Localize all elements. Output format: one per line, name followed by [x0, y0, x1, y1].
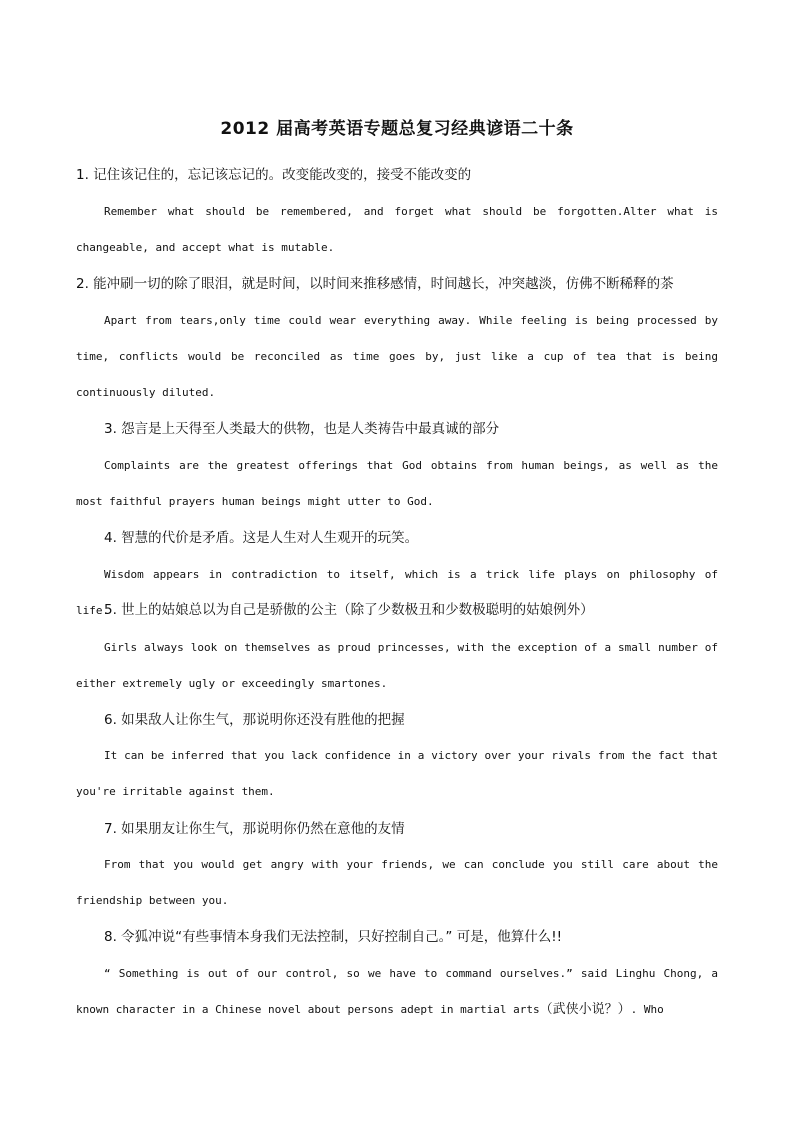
proverb-4-chinese: 4. 智慧的代价是矛盾。这是人生对人生观开的玩笑。	[104, 530, 419, 546]
proverb-2-chinese: 2. 能冲刷一切的除了眼泪，就是时间，以时间来推移感情，时间越长，冲突越淡，仿佛不断稀释的茶	[76, 276, 674, 292]
proverb-7-chinese: 7. 如果朋友让你生气，那说明你仍然在意他的友情	[104, 821, 405, 837]
proverb-1-chinese: 1. 记住该记住的，忘记该忘记的。改变能改变的，接受不能改变的	[76, 167, 472, 183]
proverb-6-english: It can be inferred that you lack confidence in a victory over your rivals from the fact that you're irritable against them.	[76, 749, 718, 798]
proverb-8-english-chinese-note: （武侠小说？）	[539, 1002, 631, 1017]
proverb-3-chinese: 3. 怨言是上天得至人类最大的供物，也是人类祷告中最真诚的部分	[104, 421, 500, 437]
proverb-3-english: Complaints are the greatest offerings that God obtains from human beings, as well as the most faithful prayers human beings might utter to God.	[76, 459, 718, 508]
proverb-8-chinese: 8. 令狐冲说“有些事情本身我们无法控制，只好控制自己。” 可是，他算什么!!	[104, 929, 563, 945]
proverb-8-english	[76, 956, 718, 1028]
proverb-8-english-text: “ Something is out of our control, so we have to command ourselves.” said Linghu Chong, a known character in a Chinese novel about persons adept in martial arts	[76, 967, 718, 1016]
proverb-7-english: From that you would get angry with your friends, we can conclude you still care about the friendship between you.	[76, 858, 718, 907]
proverb-2-english: Apart from tears,only time could wear everything away. While feeling is being processed by time, conflicts would be reconciled as time goes by, just like a cup of tea that is being continuously diluted.	[76, 314, 718, 399]
proverb-6-chinese: 6. 如果敌人让你生气，那说明你还没有胜他的把握	[104, 712, 405, 728]
proverb-1-english: Remember what should be remembered, and forget what should be forgotten.Alter what is changeable, and accept what is mutable.	[76, 205, 718, 254]
proverb-5-english: Girls always look on themselves as proud princesses, with the exception of a small number of either extremely ugly or exceedingly smartones.	[76, 641, 718, 690]
proverb-4-english: Wisdom appears in contradiction to itself, which is a trick life plays on philosophy of life.	[76, 568, 718, 617]
proverb-5-chinese: 5. 世上的姑娘总以为自己是骄傲的公主（除了少数极丑和少数极聪明的姑娘例外）	[104, 602, 594, 618]
document-title: 2012 届高考英语专题总复习经典谚语二十条	[220, 119, 574, 139]
proverb-8-english-tail: . Who	[630, 1003, 664, 1016]
